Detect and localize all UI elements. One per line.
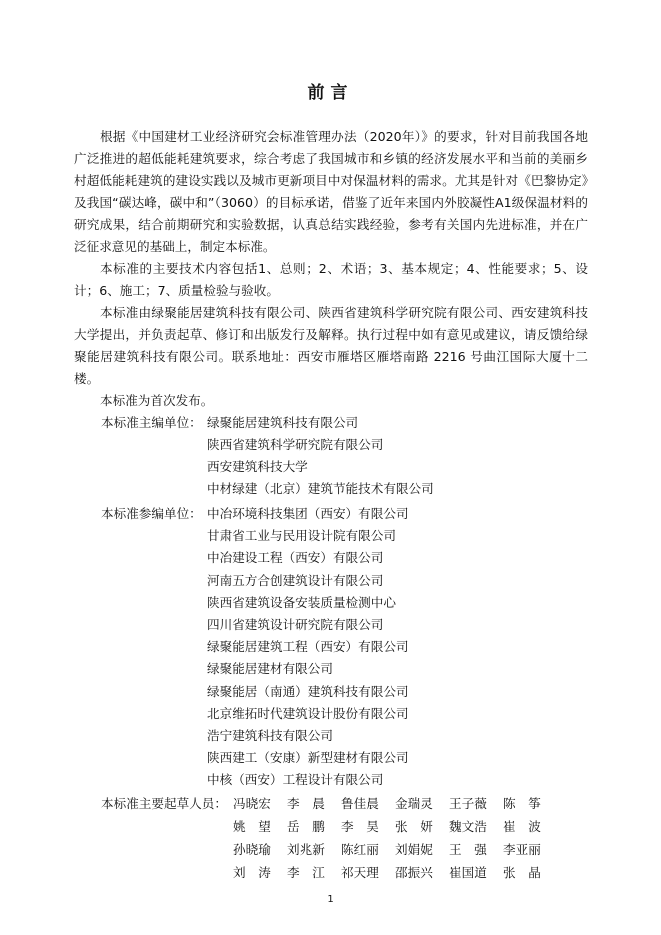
paragraph-first-release: 本标准为首次发布。	[100, 393, 214, 408]
participating-unit: 绿聚能居建材有限公司	[207, 661, 333, 676]
drafter-name: 鲁佳晨	[341, 796, 379, 811]
participating-unit: 陕西建工（安康）新型建材有限公司	[207, 750, 409, 765]
participating-unit: 浩宁建筑科技有限公司	[207, 728, 333, 743]
participating-unit: 绿聚能居建筑工程（西安）有限公司	[207, 639, 409, 654]
drafter-name: 崔国道	[449, 865, 487, 880]
drafter-name: 李 江	[287, 865, 325, 880]
page-number: 1	[327, 894, 334, 905]
chief-unit: 中材绿建（北京）建筑节能技术有限公司	[207, 481, 434, 496]
drafter-name: 李 晨	[287, 796, 325, 811]
paragraph-contents: 本标准的主要技术内容包括1、总则；2、术语；3、基本规定；4、性能要求；5、设计；6、施工；7、质量检验与验收。	[74, 261, 588, 298]
drafter-name: 魏文浩	[449, 819, 487, 834]
drafter-name: 邵振兴	[395, 865, 433, 880]
participating-unit: 北京维拓时代建筑设计股份有限公司	[207, 706, 409, 721]
drafter-name: 李 昊	[341, 819, 379, 834]
drafter-name: 王 强	[449, 842, 487, 857]
drafter-name: 张 晶	[503, 865, 541, 880]
participating-unit: 甘肃省工业与民用设计院有限公司	[207, 528, 396, 543]
page-title: 前言	[307, 83, 354, 103]
participating-unit: 中核（西安）工程设计有限公司	[207, 772, 384, 787]
participating-unit: 河南五方合创建筑设计有限公司	[207, 573, 384, 588]
foreword-body	[74, 126, 588, 412]
drafter-name: 王子薇	[449, 796, 487, 811]
participating-unit: 中冶建设工程（西安）有限公司	[207, 550, 384, 565]
drafter-name: 刘娟妮	[395, 842, 433, 857]
drafter-name: 崔 波	[503, 819, 541, 834]
drafter-name: 姚 望	[233, 819, 271, 834]
drafter-name: 刘兆新	[287, 842, 325, 857]
drafter-name: 张 妍	[395, 819, 433, 834]
paragraph-responsibility: 本标准由绿聚能居建筑科技有限公司、陕西省建筑科学研究院有限公司、西安建筑科技大学提出，并负责起草、修订和出版发行及解释。执行过程中如有意见或建议，请反馈给绿聚能居建筑科技有限公司。联系地址：西安市雁塔区雁塔南路 2216 号曲江国际大厦十二楼。	[74, 305, 588, 386]
chief-unit: 绿聚能居建筑科技有限公司	[207, 415, 359, 430]
paragraph-basis: 根据《中国建材工业经济研究会标准管理办法（2020年）》的要求，针对目前我国各地广泛推进的超低能耗建筑要求，综合考虑了我国城市和乡镇的经济发展水平和当前的美丽乡村超低能耗建筑的建设实践以及城市更新项目中对保温材料的需求。尤其是针对《巴黎协定》及我国“碳达峰，碳中和”（3060）的目标承诺，借鉴了近年来国内外胶凝性A1级保温材料的研究成果，结合前期研究和实验数据，认真总结实践经验，参考有关国内先进标准，并在广泛征求意见的基础上，制定本标准。	[74, 129, 588, 254]
drafter-name: 刘 涛	[233, 865, 271, 880]
participating-unit: 四川省建筑设计研究院有限公司	[207, 617, 384, 632]
drafter-name: 冯晓宏	[233, 796, 271, 811]
participating-unit: 绿聚能居（南通）建筑科技有限公司	[207, 684, 409, 699]
chief-unit: 陕西省建筑科学研究院有限公司	[207, 437, 384, 452]
participating-unit: 陕西省建筑设备安装质量检测中心	[207, 595, 396, 610]
drafter-name: 岳 鹏	[287, 819, 325, 834]
chief-unit: 西安建筑科技大学	[207, 459, 308, 474]
participating-unit: 中冶环境科技集团（西安）有限公司	[207, 506, 409, 521]
drafter-name: 金瑞灵	[395, 796, 433, 811]
drafter-name: 李亚丽	[503, 842, 541, 857]
drafter-name: 孙晓瑜	[233, 842, 271, 857]
drafters-label: 本标准主要起草人员：	[101, 796, 227, 811]
drafter-name: 陈 筝	[503, 796, 541, 811]
drafter-name: 祁天理	[341, 865, 379, 880]
participating-units-label: 本标准参编单位：	[101, 506, 202, 521]
drafter-name: 陈红丽	[341, 842, 379, 857]
chief-units-label: 本标准主编单位：	[101, 415, 202, 430]
